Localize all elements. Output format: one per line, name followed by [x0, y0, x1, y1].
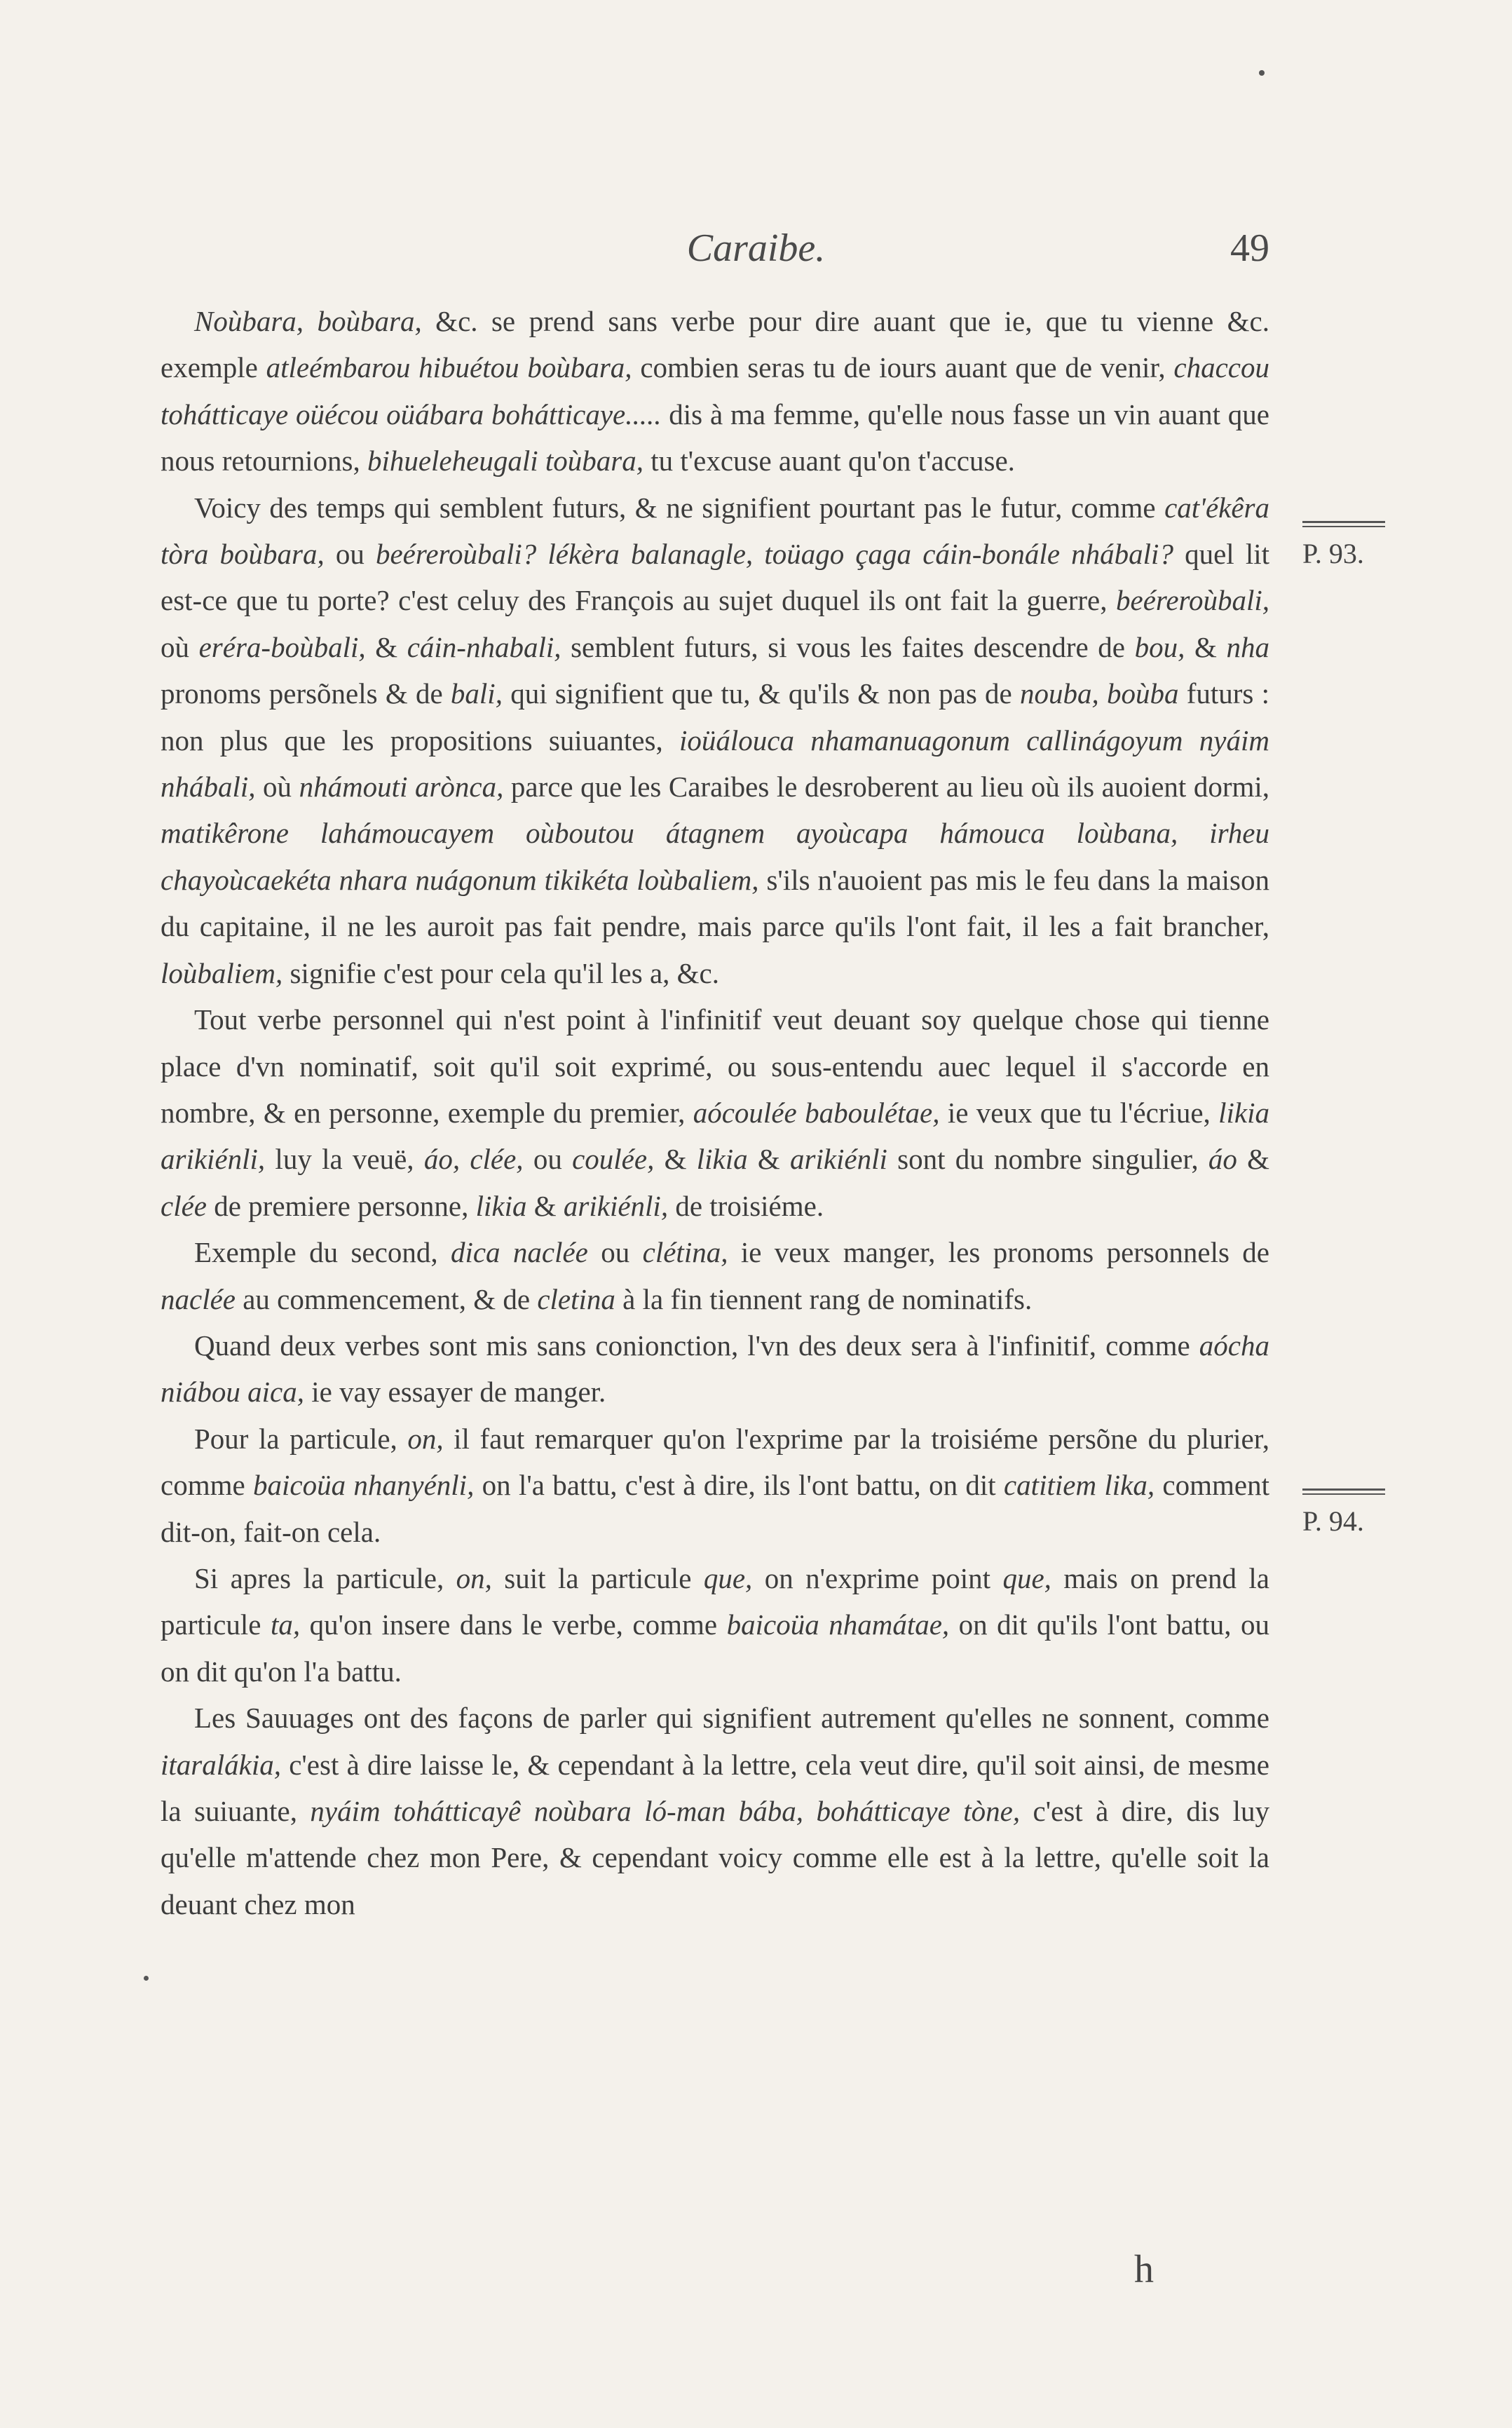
paragraph [161, 1322, 1269, 1416]
caribbean-term: chaccou tohátticaye oüécou oüábara bohátticaye..... [161, 351, 1269, 430]
paragraph [161, 1555, 1269, 1695]
caribbean-term: itaralákia, [161, 1748, 281, 1781]
text-run: sont du nombre singulier, [887, 1143, 1208, 1176]
text-run: où [161, 630, 199, 663]
text-run: on n'exprime point [752, 1561, 1003, 1594]
caribbean-term: aócoulée baboulétae, [693, 1096, 940, 1129]
text-run: il faut remarquer qu'on l'exprime par la troisiéme persõne du plurier, comme [161, 1422, 1269, 1502]
caribbean-term: atleémbarou hibuétou boùbara, [266, 351, 632, 384]
caribbean-term: ioüálouca nhamanuagonum callinágoyum nyáim nhábali, [161, 724, 1269, 803]
ink-dot [144, 1976, 149, 1981]
margin-note-p94 [1302, 1488, 1394, 1538]
text-run: quel lit est-ce que tu porte? c'est celuy des François au sujet duquel ils ont fait la guerre, [161, 538, 1269, 617]
caribbean-term: cat'ékêra tòra boùbara, [161, 491, 1269, 571]
margin-rule [1302, 1488, 1385, 1495]
body-text [161, 298, 1269, 1927]
caribbean-term: nouba, boùba [1019, 677, 1179, 710]
caribbean-term: likia arikiénli, [161, 1096, 1269, 1176]
text-run: & [747, 1143, 790, 1176]
caribbean-term: áo [1208, 1143, 1237, 1176]
caribbean-term: bou, [1134, 630, 1185, 663]
paragraph [161, 996, 1269, 1229]
caribbean-term: eréra-boùbali, [198, 630, 366, 663]
text-run: s'ils n'auoient pas mis le feu dans la maison du capitaine, il ne les auroit pas fait pendre, mais parce qu'ils l'ont fait, il les a fait brancher, [161, 863, 1270, 943]
text-run: combien seras tu de iours auant que de venir, [632, 351, 1174, 384]
paragraph [161, 484, 1269, 996]
text-run: mais on prend la particule [161, 1561, 1269, 1641]
caribbean-term: catitiem lika, [1003, 1469, 1155, 1502]
text-run: ou [587, 1236, 643, 1269]
text-run: tu t'excuse auant qu'on t'accuse. [643, 445, 1015, 477]
text-run: & [654, 1143, 697, 1176]
caribbean-term: clée [161, 1189, 207, 1222]
text-run: suit la particule [491, 1561, 704, 1594]
caribbean-term: naclée [161, 1282, 236, 1315]
caribbean-term: que, [1002, 1561, 1051, 1594]
caribbean-term: áo, clée, [423, 1143, 524, 1176]
text-run: à la fin tiennent rang de nominatifs. [615, 1282, 1033, 1315]
text-run: pronoms persõnels & de [161, 677, 451, 710]
text-run: & [526, 1189, 564, 1222]
text-run: ou [523, 1143, 573, 1176]
caribbean-term: beéreroùbali, [1116, 584, 1269, 617]
paragraph [161, 298, 1269, 484]
caribbean-term: arikiénli, [563, 1189, 669, 1222]
text-run: Voicy des temps qui semblent futurs, & ne signifient pourtant pas le futur, comme [194, 491, 1165, 524]
caribbean-term: nyáim tohátticayê noùbara ló-man bába, bohátticaye tòne, [310, 1795, 1021, 1827]
text-run: ie veux manger, les pronoms personnels de [728, 1236, 1269, 1269]
margin-note-label: P. 93. [1302, 538, 1364, 569]
caribbean-term: ta, [270, 1608, 301, 1641]
caribbean-term: on, [407, 1422, 444, 1455]
text-run: de premiere personne, [206, 1189, 476, 1222]
ink-dot [1259, 70, 1265, 76]
text-run: c'est à dire laisse le, & cependant à la lettre, cela veut dire, qu'il soit ainsi, de mesme la suiuante, [161, 1748, 1269, 1827]
page-number: 49 [1230, 226, 1269, 270]
caribbean-term: nhámouti arònca, [299, 771, 504, 803]
margin-note-p93 [1302, 521, 1394, 570]
text-run: Exemple du second, [194, 1236, 451, 1269]
text-run: signifie c'est pour cela qu'il les a, &c. [282, 956, 719, 989]
text-run: de troisiéme. [668, 1189, 824, 1222]
caribbean-term: dica naclée [450, 1236, 588, 1269]
caribbean-term: cletina [537, 1282, 615, 1315]
caribbean-term: coulée, [572, 1143, 655, 1176]
caribbean-term: cáin-nhabali, [407, 630, 561, 663]
caribbean-term: likia [475, 1189, 527, 1222]
text-run: & [365, 630, 407, 663]
text-run: au commencement, & de [235, 1282, 538, 1315]
text-run: ie veux que tu l'écriue, [939, 1096, 1219, 1129]
text-run: qui signifient que tu, & qu'ils & non pas de [502, 677, 1020, 710]
caribbean-term: baicoüa nhanyénli, [253, 1469, 475, 1502]
text-run: comment dit-on, fait-on cela. [161, 1469, 1269, 1548]
text-run: futurs : non plus que les propositions suiuantes, [161, 677, 1269, 757]
signature-mark: h [1134, 2248, 1154, 2291]
paragraph [161, 1416, 1269, 1555]
text-run: où [255, 771, 299, 803]
caribbean-term: arikiénli [790, 1143, 887, 1176]
caribbean-term: Noùbara, boùbara, [194, 305, 422, 337]
text-run: on l'a battu, c'est à dire, ils l'ont battu, on dit [474, 1469, 1004, 1502]
paragraph [161, 1229, 1269, 1322]
caribbean-term: aócha niábou aica, [161, 1329, 1269, 1409]
caribbean-term: baicoüa nhamátae, [726, 1608, 950, 1641]
margin-rule [1302, 521, 1385, 527]
caribbean-term: que, [703, 1561, 753, 1594]
caribbean-term: bali, [450, 677, 503, 710]
text-run: on dit qu'ils l'ont battu, ou on dit qu'on l'a battu. [161, 1608, 1269, 1688]
text-run: Les Sauuages ont des façons de parler qui signifient autrement qu'elles ne sonnent, comme [194, 1702, 1269, 1735]
text-run: Quand deux verbes sont mis sans conionction, l'vn des deux sera à l'infinitif, comme [194, 1329, 1199, 1362]
paragraph [161, 1695, 1269, 1927]
text-run: Pour la particule, [194, 1422, 408, 1455]
caribbean-term: nha [1226, 630, 1269, 663]
text-run: Tout verbe personnel qui n'est point à l'infinitif veut deuant soy quelque chose qui tienne place d'vn nominatif, soit qu'il soit exprimé, ou sous-entendu auec lequel il s'accorde en nombre, & en personne, exemple du premier, [161, 1003, 1269, 1129]
caribbean-term: beéreroùbali? lékèra balanagle, toüago çaga cáin-bonále nhábali? [375, 538, 1173, 571]
text-run: &c. se prend sans verbe pour dire auant que ie, que tu vienne &c. exemple [161, 305, 1269, 384]
text-run: dis à ma femme, qu'elle nous fasse un vin auant que nous retournions, [161, 398, 1269, 477]
text-run: & [1185, 630, 1227, 663]
caribbean-term: bihueleheugali toùbara, [367, 445, 643, 477]
text-run: ou [324, 538, 376, 571]
text-run: c'est à dire, dis luy qu'elle m'attende chez mon Pere, & cependant voicy comme elle est à la lettre, qu'elle soit la deuant chez mon [161, 1795, 1269, 1920]
running-header-title: Caraibe. [686, 226, 826, 270]
caribbean-term: loùbaliem, [161, 956, 283, 989]
text-run: qu'on insere dans le verbe, comme [300, 1608, 727, 1641]
text-run: ie vay essayer de manger. [304, 1376, 606, 1409]
margin-note-label: P. 94. [1302, 1505, 1364, 1537]
text-run: Si apres la particule, [194, 1561, 456, 1594]
text-run: luy la veuë, [265, 1143, 424, 1176]
text-run: & [1237, 1143, 1270, 1176]
text-run: semblent futurs, si vous les faites descendre de [561, 630, 1135, 663]
caribbean-term: on, [456, 1561, 492, 1594]
text-run: parce que les Caraibes le desroberent au lieu où ils auoient dormi, [503, 771, 1270, 803]
caribbean-term: matikêrone lahámoucayem oùboutou átagnem ayoùcapa hámouca loùbana, irheu chayoùcaekéta nhara nuágonum tikikéta loùbaliem, [161, 817, 1269, 896]
caribbean-term: clétina, [642, 1236, 728, 1269]
caribbean-term: likia [696, 1143, 748, 1176]
